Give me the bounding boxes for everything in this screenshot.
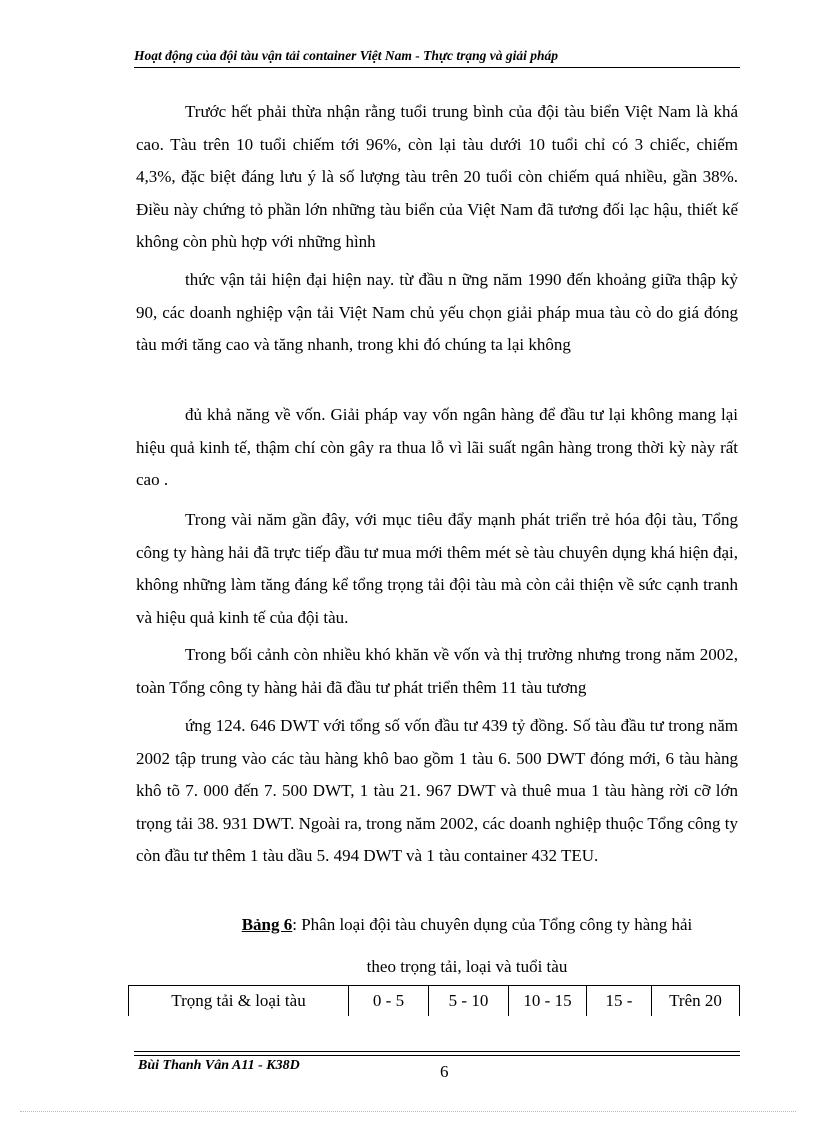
header-rule	[134, 67, 740, 68]
paragraph-1: Trước hết phải thừa nhận rằng tuổi trung bình của đội tàu biển Việt Nam là khá cao. Tàu trên 10 tuổi chiếm tới 96%, còn lại tàu dưới 10 tuổi chỉ có 3 chiếc, chiếm 4,3%, đặc biệt đáng lưu ý là số lượng tàu trên 20 tuổi còn chiếm quá nhiều, gần 38%. Điều này chứng tỏ phần lớn những tàu biển của Việt Nam đã tương đối lạc hậu, thiết kế không còn phù hợp với những hình	[136, 102, 738, 252]
paragraph-3: đủ khả năng về vốn. Giải pháp vay vốn ngân hàng để đầu tư lại không mang lại hiệu quả kinh tế, thậm chí còn gây ra thua lỗ vì lãi suất ngân hàng trong thời kỳ này rất cao .	[136, 405, 738, 490]
page-bottom-border	[20, 1111, 796, 1112]
header-cell: Trọng tải & loại tàu	[129, 986, 349, 1017]
paragraph-4: Trong vài năm gần đây, với mục tiêu đẩy mạnh phát triển trẻ hóa đội tàu, Tổng công ty hàng hải đã trực tiếp đầu tư mua mới thêm mét sè tàu chuyên dụng khá hiện đại, không những làm tăng đáng kể tổng trọng tải đội tàu mà còn cải thiện về sức cạnh tranh và hiệu quả kinh tế của đội tàu.	[136, 510, 738, 627]
table-caption-label: Bảng 6	[241, 915, 293, 934]
paragraph-5: Trong bối cảnh còn nhiều khó khăn về vốn và thị trường nhưng trong năm 2002, toàn Tổng công ty hàng hải đã đầu tư phát triển thêm 11 tàu tương	[136, 645, 738, 697]
header-cell: Trên 20	[652, 986, 740, 1017]
table-caption-line2: theo trọng tải, loại và tuổi tàu	[366, 957, 568, 976]
footer-author: Bùi Thanh Vân A11 - K38D	[138, 1058, 300, 1073]
table-header-row	[129, 986, 740, 1017]
footer-rule	[134, 1051, 740, 1052]
running-header: Hoạt động của đội tàu vận tải container Việt Nam - Thực trạng và giải pháp	[134, 48, 558, 63]
header-cell: 5 - 10	[429, 986, 509, 1017]
table-caption-text: : Phân loại đội tàu chuyên dụng của Tổng công ty hàng hải	[292, 915, 693, 934]
header-cell: 0 - 5	[349, 986, 429, 1017]
footer-rule	[134, 1055, 740, 1056]
table-caption	[136, 915, 798, 935]
paragraph-6: ứng 124. 646 DWT với tổng số vốn đầu tư 439 tỷ đồng. Số tàu đầu tư trong năm 2002 tập trung vào các tàu hàng khô bao gồm 1 tàu 6. 500 DWT đóng mới, 6 tàu hàng khô tõ 7. 000 đến 7. 500 DWT, 1 tàu 21. 967 DWT và thuê mua 1 tàu hàng rời cỡ lớn trọng tải 38. 931 DWT. Ngoài ra, trong năm 2002, các doanh nghiệp thuộc Tổng công ty còn đầu tư thêm 1 tàu dầu 5. 494 DWT và 1 tàu container 432 TEU.	[136, 716, 738, 866]
fleet-table	[128, 985, 740, 1016]
page-number: 6	[440, 1062, 449, 1081]
paragraph-2: thức vận tải hiện đại hiện nay. từ đầu n ững năm 1990 đến khoảng giữa thập kỷ 90, các doanh nghiệp vận tải Việt Nam chủ yếu chọn giải pháp mua tàu cò do giá đóng tàu mới tăng cao và tăng nhanh, trong khi đó chúng ta lại không	[136, 270, 738, 355]
header-cell: 10 - 15	[509, 986, 587, 1017]
header-cell: 15 -	[587, 986, 652, 1017]
